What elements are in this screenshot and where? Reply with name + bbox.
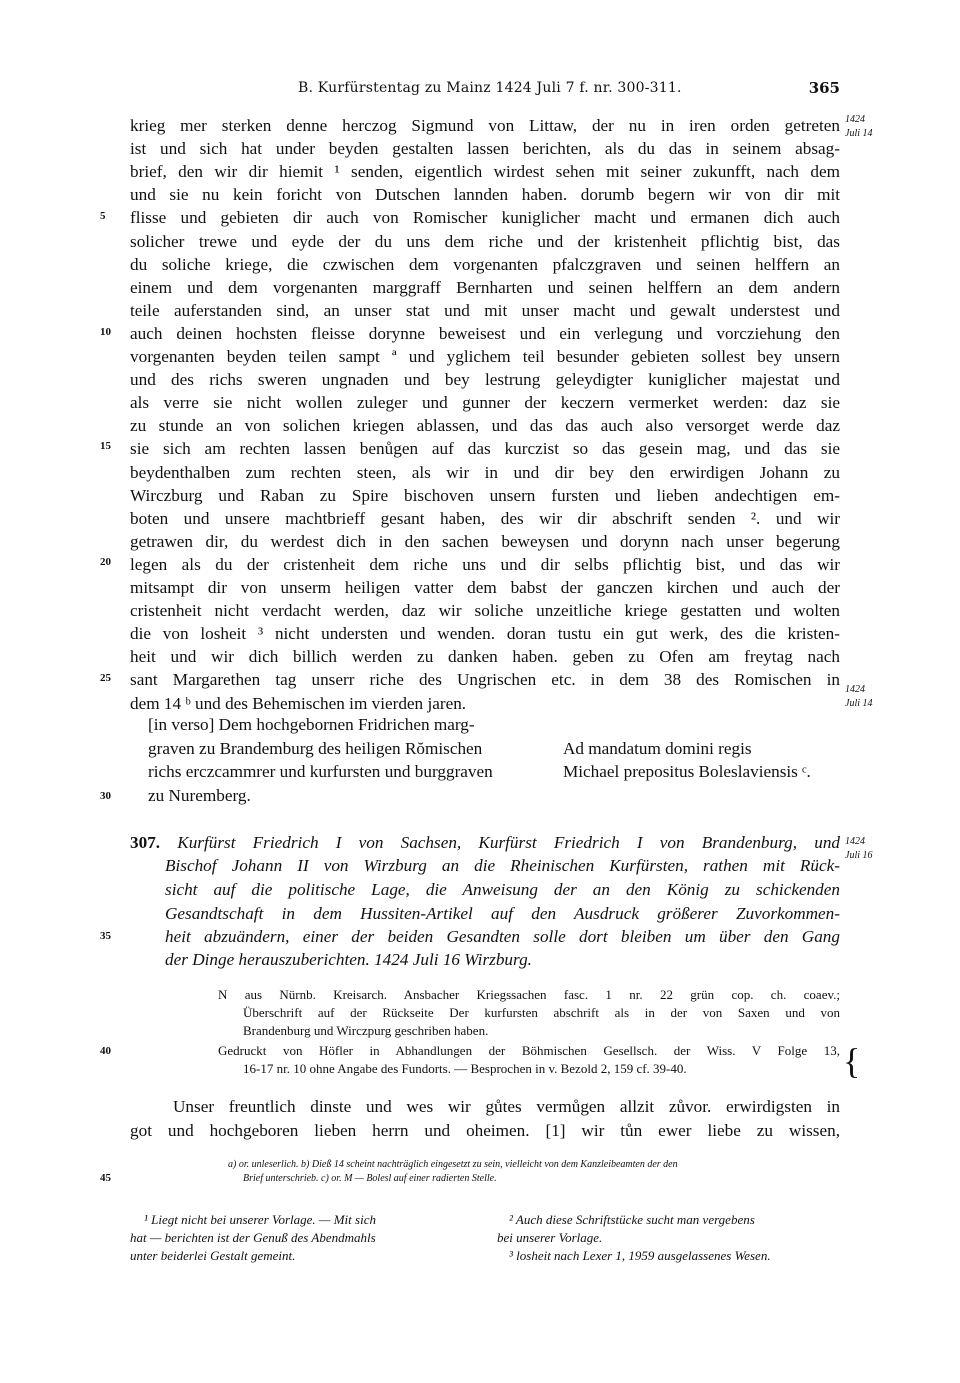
body-line: zu stunde an von solichen kriegen ablassen, und das das auch also versorget werde daz (130, 416, 840, 436)
footnote-line: unter beiderlei Gestalt gemeint. (130, 1248, 296, 1263)
footnotes-left (130, 1211, 475, 1265)
rubric-line: Bischof Johann II von Wirzburg an die Rheinischen Kurfürsten, rathen mit Rück- (165, 856, 840, 875)
body-line: ist und sich hat under beyden gestalten lassen berichten, als du das in seinem absag- (130, 139, 840, 159)
body-line: legen als du der cristenheit dem riche uns und dir selbs pflichtig bist, und das wir (130, 554, 840, 574)
body-line: sant Margarethen tag unserr riche des Ungrischen etc. in dem 38 des Romischen in (130, 670, 840, 690)
body-line: solicher trewe und eyde der du uns dem riche und der kristenheit pflichtig bist, das (130, 231, 840, 251)
verso-address-line: richs erczcammrer und kurfursten und burggraven (148, 762, 493, 781)
verso-address-line: zu Nuremberg. (148, 786, 251, 805)
body-line: die von losheit ³ nicht understen und wenden. doran tustu ein gut werk, des die kristen- (130, 624, 840, 644)
footnote-line: ¹ Liegt nicht bei unserer Vorlage. — Mit sich (144, 1212, 376, 1227)
body-line: krieg mer sterken denne herczog Sigmund von Littaw, der nu in iren orden getreten (130, 116, 840, 135)
chancery-note: Michael prepositus Boleslaviensis ᶜ. (563, 762, 811, 781)
footnote-line: hat — berichten ist der Genuß des Abendmahls (130, 1230, 376, 1245)
line-number: 5 (100, 210, 106, 222)
line-number: 20 (100, 556, 111, 568)
margin-date: Juli 14 (845, 128, 873, 139)
rubric-text: Kurfürst Friedrich I von Sachsen, Kurfürst Friedrich I von Brandenburg, und (177, 833, 841, 852)
body-line: du soliche kriege, die czwischen dem vorgenanten pfalczgraven und seinen helffern an (130, 254, 840, 274)
verso-address-line: [in verso] Dem hochgebornen Fridrichen marg- (148, 715, 475, 734)
running-title: B. Kurfürstentag zu Mainz 1424 Juli 7 f. nr. 300-311. (298, 80, 682, 96)
source-line: 16-17 nr. 10 ohne Angabe des Fundorts. — Besprochen in v. Bezold 2, 159 cf. 39-40. (243, 1061, 687, 1076)
source-line: Brandenburg und Wirczpurg geschriben haben. (243, 1023, 489, 1038)
rubric-line: der Dinge herauszuberichten. 1424 Juli 16 Wirzburg. (165, 950, 532, 969)
rubric-line: Gesandtschaft in dem Hussiten-Artikel auf den Ausdruck größerer Zuvorkommen- (165, 904, 840, 923)
body-line: getrawen dir, du werdest dich in den sachen beweysen und dorynn nach unser begerung (130, 531, 840, 551)
line-number: 25 (100, 672, 111, 684)
footnote-line: ³ losheit nach Lexer 1, 1959 ausgelassenes Wesen. (509, 1248, 771, 1263)
rubric-line: heit abzuändern, einer der beiden Gesandten solle dort bleiben um über den Gang (165, 927, 840, 946)
body-line: vorgenanten beyden teilen sampt ª und yglichem teil besunder gebieten sollest bey unsern (130, 347, 840, 366)
body-line: brief, den wir dir hiemit ¹ senden, eigentlich wirdest sehen mit seiner zukunfft, nach dem (130, 162, 840, 182)
body-line: cristenheit nicht verdacht werden, daz wir soliche unzeitliche kriege gestatten und wolten (130, 601, 840, 621)
margin-date: Juli 16 (845, 850, 873, 861)
body-line: heit und wir dich billich werden zu danken haben. geben zu Ofen am freytag nach (130, 647, 840, 667)
margin-year: 1424 (845, 114, 865, 125)
document-number: 307. (130, 833, 161, 852)
source-line: Überschrift auf der Rückseite Der kurfursten abschrift als in der von Saxen und von (243, 1005, 840, 1020)
line-number: 15 (100, 440, 111, 452)
body-line: und sie nu kein foricht von Dutschen lannden haben. dorumb begern wir von dir mit (130, 185, 840, 205)
page-number: 365 (808, 79, 840, 97)
body-line: als verre sie nicht wollen zuleger und gunner der keczern vermerket werden: daz sie (130, 393, 840, 413)
footnote-line: bei unserer Vorlage. (497, 1230, 603, 1245)
line-number: 35 (100, 930, 111, 942)
margin-year: 1424 (845, 836, 865, 847)
body-line: Wirczburg und Raban zu Spire bischoven unsern fursten und lieben andechtigen em- (130, 485, 840, 505)
line-number: 30 (100, 790, 111, 802)
margin-date: Juli 14 (845, 698, 873, 709)
margin-year: 1424 (845, 684, 865, 695)
apparatus-line: Brief unterschrieb. c) or. M — Bolesl auf einer radierten Stelle. (243, 1173, 497, 1184)
body-line: flisse und gebieten dir auch von Romischer kuniglicher macht und ermanen dich auch (130, 208, 840, 228)
body-line: auch deinen hochsten fleisse dorynne beweisest und ein verlegung und vorcziehung den (130, 323, 840, 343)
line-number: 10 (100, 326, 111, 338)
brace-mark: { (843, 1041, 861, 1081)
rubric-line: sicht auf die politische Lage, die Anweisung der an den König zu schickenden (165, 880, 840, 899)
verso-address-line: graven zu Brandemburg des heiligen Rŏmischen (148, 739, 483, 758)
source-line: Gedruckt von Höfler in Abhandlungen der Böhmischen Gesellsch. der Wiss. V Folge 13, (218, 1043, 840, 1058)
footnote-line: ² Auch diese Schriftstücke sucht man vergebens (509, 1212, 755, 1227)
body-line: beydenthalben zum rechten steen, als wir in und dir bey den erwirdigen Johann zu (130, 462, 840, 482)
line-number: 45 (100, 1172, 111, 1184)
source-line: N aus Nürnb. Kreisarch. Ansbacher Kriegssachen fasc. 1 nr. 22 grün cop. ch. coaev.; (218, 987, 840, 1002)
footnotes-right (497, 1211, 842, 1265)
body-line: und des richs sweren ungnaden und bey lestrung geleydigter kuniglicher majestat und (130, 370, 840, 390)
body-line: einem und dem vorgenanten marggraff Bernharten und seinen helffern an dem andern (130, 277, 840, 297)
body-line: boten und unsere machtbrieff gesant haben, des wir dir abschrift senden ². und wir (130, 508, 840, 528)
line-number: 40 (100, 1045, 111, 1057)
letter-opening-line: got und hochgeboren lieben herrn und oheimen. [1] wir tůn ewer liebe zu wissen, (130, 1121, 840, 1140)
body-line: dem 14 ᵇ und des Behemischen im vierden jaren. (130, 693, 467, 713)
letter-opening-line: Unser freuntlich dinste und wes wir gůtes vermůgen allzit zůvor. erwirdigsten in (173, 1097, 840, 1116)
apparatus-line: a) or. unleserlich. b) Dieß 14 scheint nachträglich eingesetzt zu sein, vielleicht von dem Kanzleibeamten der den (228, 1159, 678, 1170)
body-line: teile auferstanden sind, an unser stat und mit unser macht und gewalt understest und (130, 300, 840, 320)
body-line: sie sich am rechten lassen benůgen auf das kurczist so das gesein mag, und das sie (130, 439, 840, 459)
rubric-line (130, 833, 840, 853)
running-header (130, 80, 840, 102)
chancery-note: Ad mandatum domini regis (563, 739, 752, 758)
body-line: mitsampt dir von unserm heiligen vatter dem babst der ganczen kirchen und auch der (130, 578, 840, 597)
